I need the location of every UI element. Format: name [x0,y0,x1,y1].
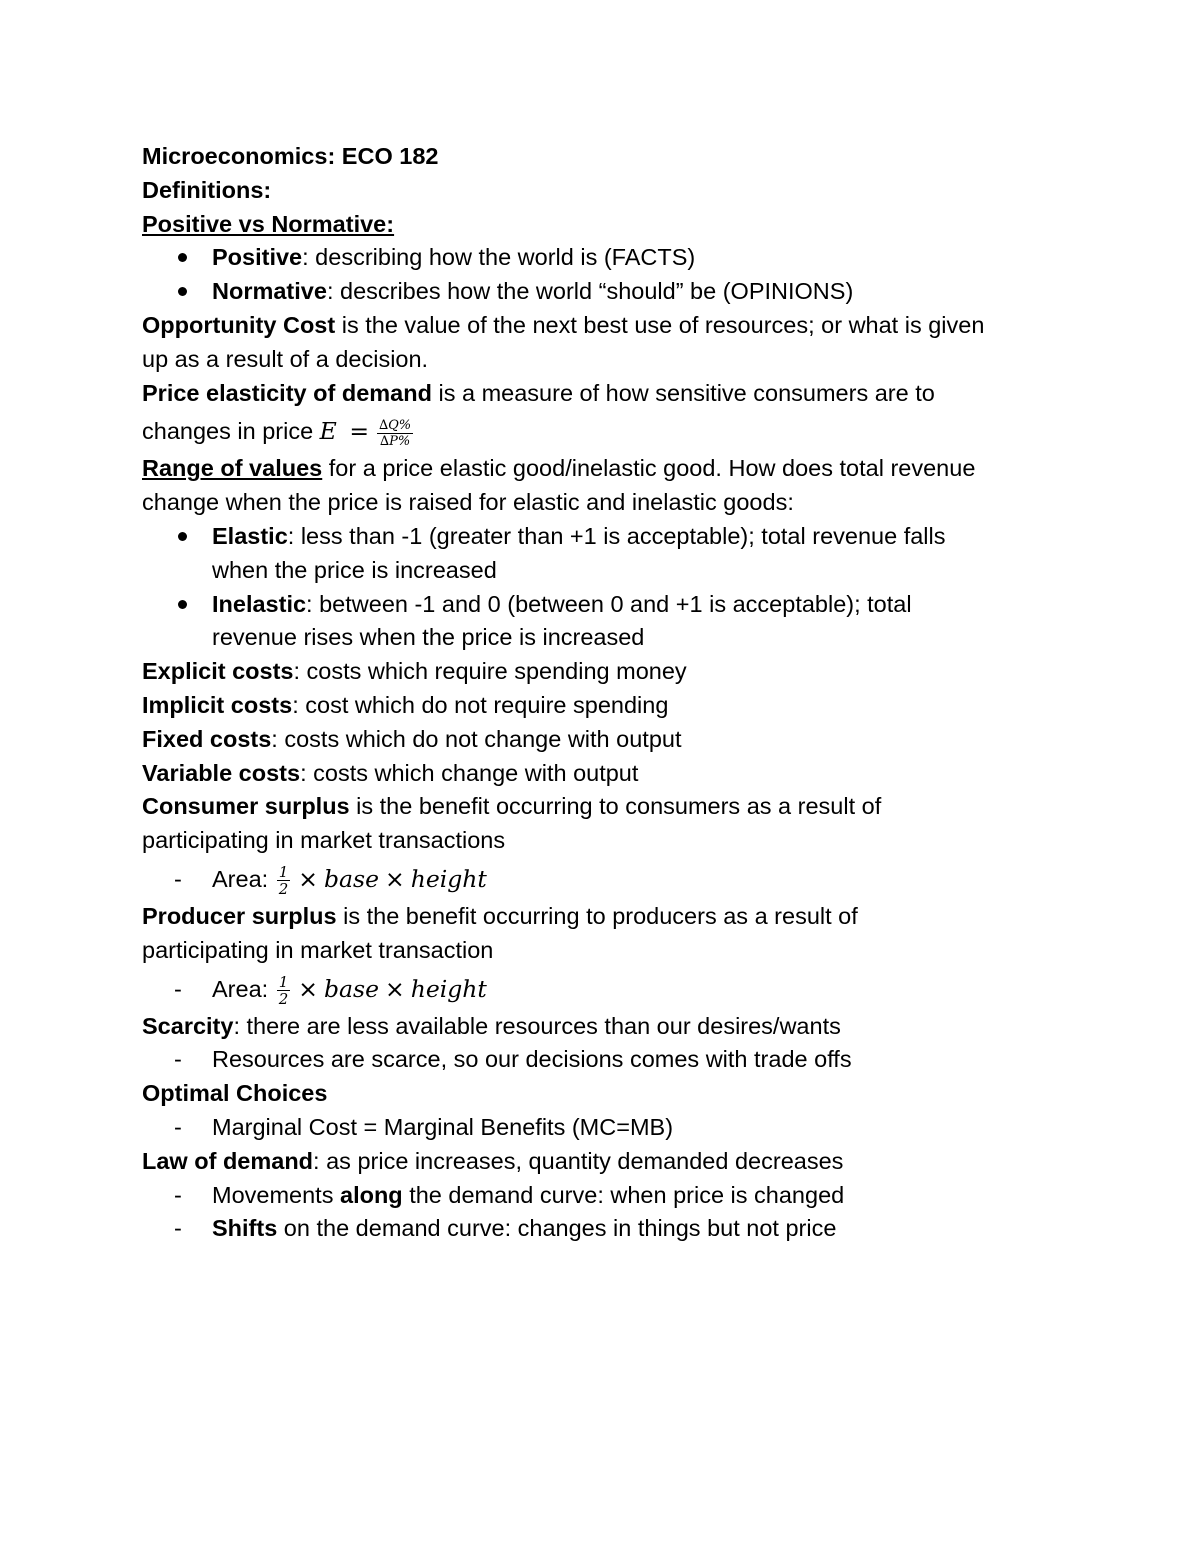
half-fraction: $\frac{1}{2}$ [278,972,289,1008]
dash-marker: - [174,1113,182,1140]
bullet-icon [178,287,187,296]
opportunity-cost-definition-cont: up as a result of a decision. [142,345,429,372]
producer-surplus-definition: Producer surplus is the benefit occurring to producers as a result of [142,902,858,929]
formula-lhs: E [319,417,337,446]
range-of-values-definition-cont: change when the price is raised for elastic and inelastic goods: [142,489,794,516]
law-of-demand-definition: Law of demand: as price increases, quantity demanded decreases [142,1147,844,1174]
producer-surplus-area: - Area: $\frac{1}{2}$ × base × height [142,968,1082,1010]
bullet-icon [178,532,187,541]
producer-surplus-definition-cont: participating in market transaction [142,936,494,963]
explicit-costs-definition: Explicit costs: costs which require spending money [142,658,687,685]
optimal-choices-sub: - Marginal Cost = Marginal Benefits (MC=MB) [142,1111,1082,1145]
price-elasticity-formula-line: changes in price E = $\frac{\Delta Q\%}{\Delta P\%}$ [142,417,412,449]
fixed-costs-definition: Fixed costs: costs which do not change with output [142,725,682,752]
dash-marker: - [174,1046,182,1073]
opportunity-cost-definition: Opportunity Cost is the value of the next best use of resources; or what is given [142,311,985,338]
law-of-demand-shifts: - Shifts on the demand curve: changes in things but not price [142,1212,1082,1246]
consumer-surplus-definition-cont: participating in market transactions [142,827,506,854]
price-elasticity-definition: Price elasticity of demand is a measure of how sensitive consumers are to [142,379,935,406]
dash-marker: - [174,975,182,1002]
positive-normative-heading: Positive vs Normative: [142,210,395,237]
consumer-surplus-definition: Consumer surplus is the benefit occurring to consumers as a result of [142,793,882,820]
half-fraction: $\frac{1}{2}$ [278,863,289,899]
bullet-elastic: Elastic: less than -1 (greater than +1 is acceptable); total revenue falls when the price is increased [142,520,1082,588]
document-title: Microeconomics: ECO 182 [142,143,439,169]
dash-marker: - [174,865,182,892]
variable-costs-definition: Variable costs: costs which change with output [142,759,639,786]
consumer-surplus-area: - Area: $\frac{1}{2}$ × base × height [142,858,1082,900]
optimal-choices-heading: Optimal Choices [142,1080,328,1107]
bullet-positive: Positive: describing how the world is (FACTS) [142,241,1082,275]
document-body [142,140,1082,1246]
formula-equals: = [349,417,370,446]
dash-marker: - [174,1215,182,1242]
law-of-demand-movements: - Movements along the demand curve: when price is changed [142,1179,1082,1213]
bullet-inelastic: Inelastic: between -1 and 0 (between 0 and +1 is acceptable); total revenue rises when the price is increased [142,588,1082,656]
bullet-icon [178,253,187,262]
dash-marker: - [174,1181,182,1208]
bullet-icon [178,600,187,609]
implicit-costs-definition: Implicit costs: cost which do not require spending [142,691,669,718]
bullet-normative: Normative: describes how the world “should” be (OPINIONS) [142,275,1082,309]
elasticity-fraction: $\frac{\Delta Q\%}{\Delta P\%}$ [379,417,412,449]
definitions-heading: Definitions: [142,176,272,203]
scarcity-sub: - Resources are scarce, so our decisions comes with trade offs [142,1043,1082,1077]
range-of-values-definition: Range of values for a price elastic good/inelastic good. How does total revenue [142,455,976,482]
scarcity-definition: Scarcity: there are less available resources than our desires/wants [142,1012,841,1039]
